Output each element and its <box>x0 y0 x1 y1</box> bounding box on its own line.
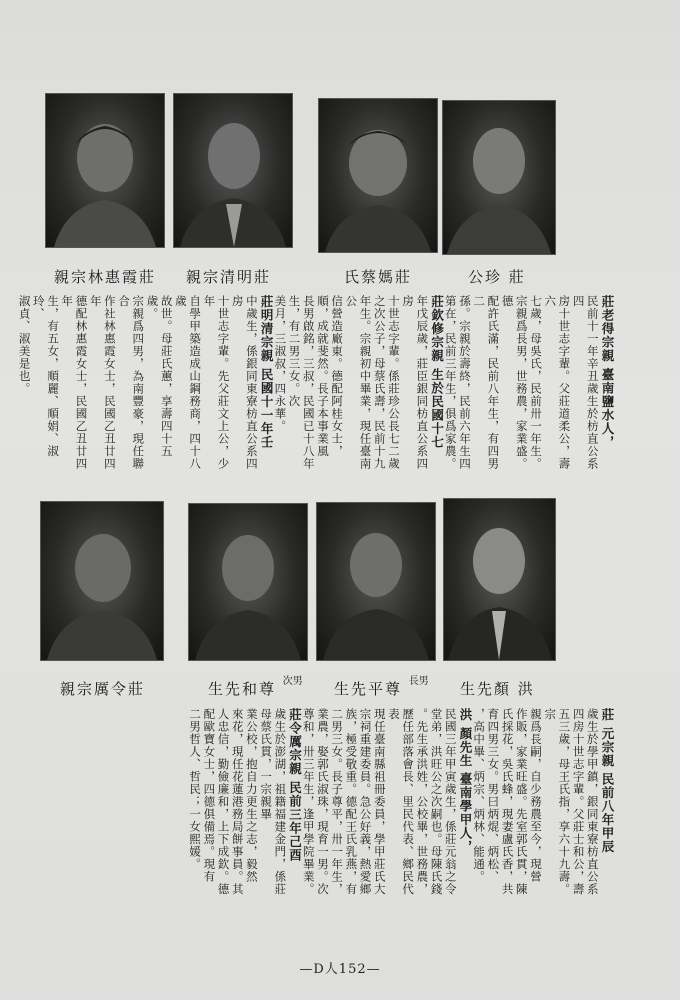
text-column: 宗祠重建委員。急公好義，熱愛鄉 <box>358 708 373 896</box>
text-column: 十世志字輩。先父莊文上公，少年 <box>202 295 231 470</box>
text-column: 宗親爲四男，為南豐豪，現任聯合 <box>117 295 146 470</box>
text-column: 信營造廠東。德配阿桂女士， <box>330 295 345 458</box>
portrait-photo <box>316 502 436 661</box>
portrait-icon <box>319 99 437 252</box>
text-column: 歲生於學甲鎮，銀同東寮枋直公系 <box>585 708 600 896</box>
text-column: 尊和，卅三年生，逢甲學院畢業。 <box>301 708 316 896</box>
text-column: 現任臺南縣祖冊委員，學甲莊氏大 <box>372 708 387 896</box>
text-column: 配歐寶女士，四德俱備焉。現有 <box>202 708 217 883</box>
text-column: 洪 顏先生 臺南學甲人， <box>457 708 473 854</box>
text-column: 業公校，抱自力更生之志，毅然 <box>244 708 259 883</box>
portrait-caption: 親宗林惠霞莊 <box>54 268 157 286</box>
text-column: 孫。宗親於壽終，民前六年生四 <box>457 295 472 470</box>
portrait-caption: 氏蔡媽莊 <box>344 268 413 286</box>
text-column: 德配林惠霞女士，民國乙丑廿四年 <box>60 295 89 470</box>
caption-name: 生先和尊 <box>208 680 277 698</box>
text-column: 族，極受敬重。德配王氏乳燕，有 <box>344 708 359 896</box>
text-column: 長男啟銘，三叔，民國已十八年生，有二男三女。次 <box>287 295 316 470</box>
text-column: 順，成就斐然。長子本事業風 <box>315 295 330 458</box>
text-column: 堂弟，洪旺公之次嗣也。母陳氏錢 <box>429 708 444 896</box>
text-column: 中歲生，係銀同東寮枋直公系四房 <box>230 295 259 470</box>
portrait-photo <box>188 503 308 661</box>
text-column: 莊老得宗親 臺南鹽水人， <box>600 295 615 449</box>
text-column: 二男三女。長子尊平，卅一年生， <box>330 708 345 896</box>
portrait-caption <box>208 672 303 699</box>
text-column: 育四男三女。男曰炳焜、炳松、 <box>486 708 501 883</box>
portrait-icon <box>444 499 555 660</box>
page-number: —D人152— <box>299 962 381 977</box>
portrait-icon <box>41 502 163 660</box>
portrait-caption: 公珍 莊 <box>468 268 526 286</box>
portrait-photo <box>45 93 165 248</box>
portrait-photo <box>173 93 293 248</box>
text-column: 生，有五女，順麗、順娟、淑玲、 <box>31 295 61 458</box>
text-column: 年戊辰歲，莊臣銀同枋直公系四房 <box>401 295 430 470</box>
caption-name: 生先平尊 <box>334 680 403 698</box>
text-column: 美月，三淑叔，四永華。 <box>273 295 288 433</box>
portrait-icon <box>317 503 435 660</box>
text-column: 第在，民前三年生，俱爲家農。 <box>443 295 458 470</box>
text-column: 來花，現任花蓮港務局餅事員。其 <box>230 708 245 896</box>
portrait-icon <box>189 504 307 660</box>
portrait-photo <box>442 100 556 255</box>
text-column: 莊令厲宗親 民前三年己酉 <box>287 708 303 862</box>
text-column: 莊欽修宗親 生於民國十七 <box>429 295 445 449</box>
text-column: 莊明清宗親 民國十一年壬 <box>259 295 275 449</box>
text-column: 十世志字輩。係莊珍公長七二歲 <box>386 295 401 470</box>
text-column: 四房十世志字輩。父莊士和公，壽 <box>571 708 586 896</box>
text-column: 二男哲人、哲民；一女熙媛。 <box>188 708 203 871</box>
text-column: 母蔡氏貫，一宗親畢 <box>259 708 274 821</box>
caption-note: 長男 <box>408 676 429 687</box>
portrait-photo <box>40 501 164 661</box>
text-column: 淑貞、淑美是也。 <box>17 295 32 395</box>
portrait-icon <box>443 101 555 254</box>
portrait-caption <box>334 672 429 699</box>
text-column: 氏採花，吳氏蜂，現妻盧氏香，共 <box>500 708 515 896</box>
portrait-icon <box>46 94 164 247</box>
text-column: 年生。宗親初中畢業，現任臺南公 <box>344 295 373 470</box>
text-column: 莊 元宗親 民前八年甲辰 <box>600 708 615 854</box>
text-column: 業農，娶郭氏淑珠，現育一男。次 <box>315 708 330 896</box>
text-column: 七歲，母吳氏，民前卅一年生。 <box>528 295 543 470</box>
text-column: 房十世志字輩。父莊道柔公，壽六 <box>543 295 572 470</box>
portrait-photo <box>318 98 438 253</box>
text-column: 故世。母莊氏蕙，享壽四十五歲。 <box>145 295 174 458</box>
portrait-caption: 親宗厲令莊 <box>60 680 146 698</box>
text-column: 作販，家業旺盛。先室郭氏貫，陳 <box>514 708 529 896</box>
text-column: 配許氏滿，民前八年生，有四男二 <box>472 295 501 470</box>
portrait-caption: 親宗清明莊 <box>186 268 272 286</box>
text-column: 歲生於澎湖，祖籍福建金門，係莊 <box>273 708 288 896</box>
text-column: ，高中畢、炳宗、炳林、能通。 <box>472 708 487 883</box>
text-column: 人忠信，勤儉廉和，上下成欽。德 <box>216 708 231 896</box>
text-column: 之次公子，母蔡氏壽，民前十九 <box>372 295 387 470</box>
biography-text-block <box>17 295 615 477</box>
caption-note: 次男 <box>282 676 303 687</box>
portrait-photo <box>443 498 556 661</box>
text-column: 親爲長嗣，自少務農至今，現營 <box>528 708 543 883</box>
portrait-icon <box>174 94 292 247</box>
portrait-caption: 生先顏 洪 <box>460 680 535 698</box>
text-column: 民前十一年辛丑歲生於枋直公系四 <box>571 295 600 470</box>
text-column: 五三歲，母王氏指，享六十九壽。宗 <box>543 708 572 896</box>
text-column: 。先生承洪姓，公校畢，世務農， <box>415 708 430 896</box>
text-column: 宗親爲長男，世務農，家業盛。德 <box>500 295 529 470</box>
text-column: 作社林惠霞女士，民國乙丑廿四年 <box>88 295 117 470</box>
biography-text-block <box>40 708 614 898</box>
text-column: 自學甲築造成山鋼務商，四十八歲 <box>173 295 203 470</box>
text-column: 歷任部落會長、里民代表、鄉民代表 <box>386 708 416 896</box>
text-column: 民國三年甲寅歲生，係莊元翁之令 <box>443 708 458 896</box>
